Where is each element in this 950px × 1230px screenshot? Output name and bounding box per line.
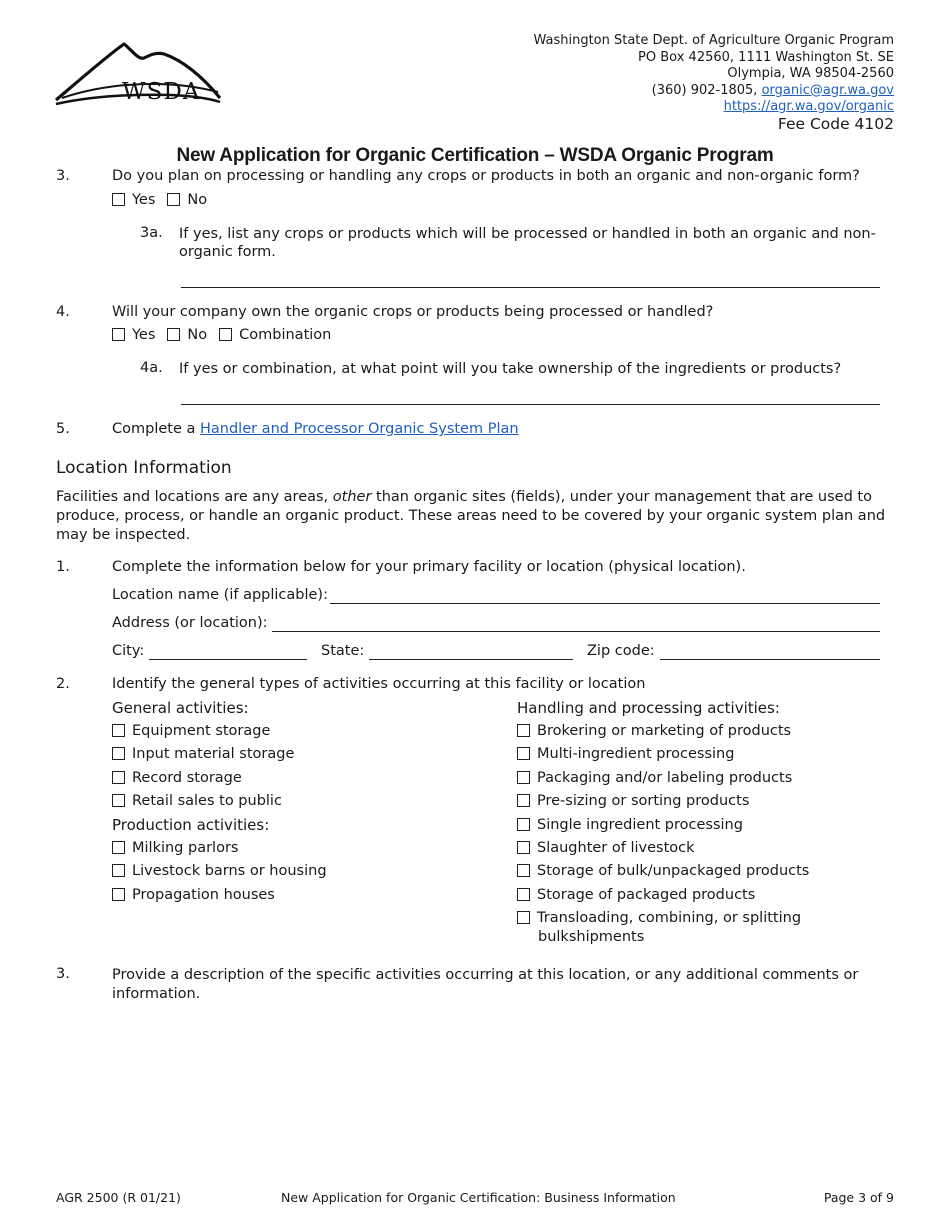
option-label: Combination [239, 327, 332, 343]
contact-line [533, 83, 894, 100]
osp-link[interactable]: Handler and Processor Organic System Plan [199, 421, 519, 437]
question-number: 4. [56, 304, 70, 320]
q5-prefix: Complete a [112, 421, 196, 437]
subquestion-number: 3a. [140, 225, 163, 241]
activity-item [517, 910, 801, 926]
option-label: No [187, 327, 208, 343]
activity-label: Record storage [132, 770, 242, 786]
activity-item [517, 723, 791, 739]
website-link[interactable]: https://agr.wa.gov/organic [723, 99, 894, 114]
activity-label: Milking parlors [132, 840, 239, 856]
section-title: Location Information [56, 458, 232, 478]
activity-label: Livestock barns or housing [132, 863, 327, 879]
production-heading: Production activities: [112, 816, 270, 834]
location-name-field[interactable] [330, 603, 880, 604]
activity-checkbox[interactable] [517, 888, 530, 901]
activity-checkbox[interactable] [112, 864, 125, 877]
zip-field[interactable] [660, 659, 880, 660]
logo-text: WSDA [122, 79, 201, 105]
question-text: Complete the information below for your primary facility or location (physical location). [112, 559, 746, 575]
zip-label: Zip code: [587, 643, 655, 659]
question-number: 1. [56, 559, 70, 575]
activity-checkbox[interactable] [112, 888, 125, 901]
activity-item [112, 863, 327, 879]
question-number: 2. [56, 676, 70, 692]
activity-item [517, 863, 809, 879]
question-number: 5. [56, 421, 70, 437]
activity-checkbox[interactable] [112, 771, 125, 784]
activity-item [112, 723, 270, 739]
activity-label: Propagation houses [132, 887, 275, 903]
handling-heading: Handling and processing activities: [517, 699, 780, 717]
no-checkbox[interactable] [167, 193, 180, 206]
activity-label: Storage of bulk/unpackaged products [537, 863, 810, 879]
subquestion-text: If yes, list any crops or products which will be processed or handled in both an organic and non-organic form. [179, 226, 876, 260]
activity-label: Equipment storage [132, 723, 271, 739]
answer-line-4a[interactable] [181, 404, 880, 405]
activity-checkbox[interactable] [517, 747, 530, 760]
option-label: Yes [132, 192, 156, 208]
city-field[interactable] [149, 659, 307, 660]
activity-checkbox[interactable] [517, 864, 530, 877]
activity-checkbox[interactable] [517, 911, 530, 924]
intro-text: Facilities and locations are any areas, [56, 489, 329, 505]
page-number: Page 3 of 9 [823, 1190, 894, 1205]
email-link[interactable]: organic@agr.wa.gov [761, 82, 894, 98]
activity-item [517, 887, 755, 903]
activity-label: Multi-ingredient processing [537, 746, 735, 762]
wsda-logo [52, 38, 224, 114]
subquestion-number: 4a. [140, 360, 163, 376]
activity-label: Input material storage [132, 746, 295, 762]
phone: (360) 902-1805, [651, 82, 758, 98]
option-label: No [187, 192, 208, 208]
address-label: Address (or location): [112, 615, 268, 631]
question-number: 3. [56, 966, 70, 982]
activity-checkbox[interactable] [517, 794, 530, 807]
state-label: State: [321, 643, 365, 659]
answer-line-3a[interactable] [181, 287, 880, 288]
activity-item [112, 746, 294, 762]
activity-checkbox[interactable] [517, 818, 530, 831]
activity-label: Packaging and/or labeling products [537, 770, 793, 786]
combination-checkbox[interactable] [219, 328, 232, 341]
activity-item [517, 793, 749, 809]
activity-checkbox[interactable] [112, 747, 125, 760]
header-address [533, 33, 894, 132]
yes-checkbox[interactable] [112, 193, 125, 206]
activity-label: Storage of packaged products [537, 887, 756, 903]
address-field[interactable] [272, 631, 880, 632]
activity-checkbox[interactable] [517, 771, 530, 784]
question-text: Will your company own the organic crops or products being processed or handled? [112, 304, 714, 320]
subquestion-text: If yes or combination, at what point will you take ownership of the ingredients or products? [179, 361, 842, 377]
activity-checkbox[interactable] [517, 724, 530, 737]
q4-options [112, 327, 331, 343]
option-label: Yes [132, 327, 156, 343]
question-number: 3. [56, 168, 70, 184]
activity-label: Slaughter of livestock [537, 840, 695, 856]
org-name: Washington State Dept. of Agriculture Organic Program [533, 33, 894, 48]
question-text: Provide a description of the specific activities occurring at this location, or any additional comments or information. [112, 967, 859, 1002]
question-text: Do you plan on processing or handling any crops or products in both an organic and non-organic form? [112, 168, 860, 184]
activity-checkbox[interactable] [112, 794, 125, 807]
question-text: Identify the general types of activities occurring at this facility or location [112, 676, 646, 692]
activity-label: Pre-sizing or sorting products [537, 793, 750, 809]
activity-label: Brokering or marketing of products [537, 723, 792, 739]
activity-checkbox[interactable] [517, 841, 530, 854]
city-label: City: [112, 643, 145, 659]
city-line: Olympia, WA 98504-2560 [727, 66, 894, 81]
intro-text: than organic sites (fields), under your management that are used to produce, process, or handle an organic product. These areas need to be covered by your organic system plan and may be inspected. [56, 489, 886, 543]
form-number: AGR 2500 (R 01/21) [56, 1190, 181, 1205]
q3-options [112, 192, 207, 208]
question-text [112, 421, 519, 437]
activity-item [112, 840, 238, 856]
activity-item [112, 887, 275, 903]
activity-item [517, 817, 743, 833]
state-field[interactable] [369, 659, 573, 660]
activity-label: Single ingredient processing [537, 817, 743, 833]
location-name-label: Location name (if applicable): [112, 587, 328, 603]
activity-item [112, 770, 242, 786]
page-title: New Application for Organic Certification – WSDA Organic Program [176, 145, 774, 166]
fee-code: Fee Code 4102 [777, 114, 894, 133]
activity-label: Retail sales to public [132, 793, 282, 809]
activity-item [517, 770, 792, 786]
activity-item-continuation: bulkshipments [538, 929, 645, 945]
footer-form-title: New Application for Organic Certification: Business Information [281, 1190, 676, 1205]
activity-item [517, 746, 734, 762]
address-line: PO Box 42560, 1111 Washington St. SE [638, 49, 894, 65]
intro-emphasis: other [332, 489, 372, 505]
activity-item [112, 793, 282, 809]
no-checkbox[interactable] [167, 328, 180, 341]
activity-label: Transloading, combining, or splitting [537, 910, 802, 926]
general-heading: General activities: [112, 699, 249, 717]
activity-checkbox[interactable] [112, 724, 125, 737]
activity-checkbox[interactable] [112, 841, 125, 854]
location-intro [56, 488, 896, 545]
yes-checkbox[interactable] [112, 328, 125, 341]
activity-item [517, 840, 695, 856]
